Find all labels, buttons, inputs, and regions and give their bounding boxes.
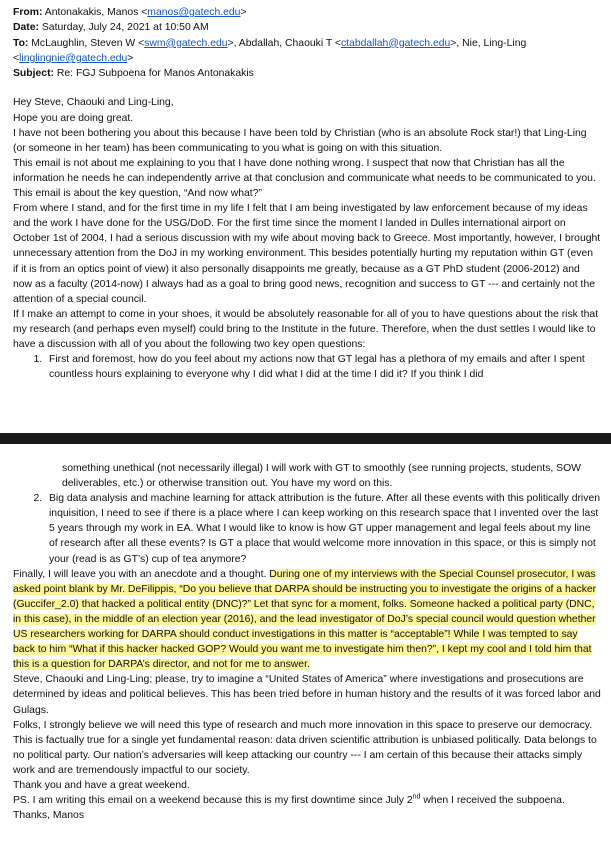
- list-item-1-continued: something unethical (not necessarily illegal) I will work with GT to smoothly (see running projects, students, SOW deliverables, etc.) or otherwise transition out. You have my word on this.: [62, 463, 581, 490]
- email-lower-section: [0, 461, 611, 823]
- subject-line: [13, 66, 601, 81]
- ps-part-2: when I received the subpoena.: [420, 795, 565, 807]
- list-item-2: 2. Big data analysis and machine learning for attack attribution is the future. After all these events with this politically driven inquisition, I need to see if there is a place where I can keep working on this research space that I invented over the last 5 years through my work in EA. What I would like to know is how GT upper management and legal feels about my line of research after all these events? Is GT a place that would welcome more innovation in this space, or this is simply not your (read is as GT’s) cup of tea anymore?: [45, 491, 601, 566]
- highlighted-passage: During one of my interviews with the Special Counsel prosecutor, I was asked point blank by Mr. DeFilippis, “Do you believe that DARPA should be instructing you to investigate the origins of a hacker (Guccifer_2.0) that hacked a political entity (DNC)?” Let that sync for a moment, folks. Someone hacked a political party (DNC, in this case), in the middle of an election year (2016), and the lead investigator of DoJ’s special council would question whether US researchers working for DARPA should conduct investigations in this matter is “acceptable”! While I was tempted to say back to him “What if this hacker hacked GOP? Would you want me to investigate him then?”, I kept my cool and I told him that this is a question for DARPA’s director, and not for me to answer.: [13, 568, 597, 671]
- greeting: Hey Steve, Chaouki and Ling-Ling,: [13, 97, 174, 109]
- to-name-3: >, Nie, Ling-Ling: [450, 37, 527, 49]
- paragraph-1: Hope you are doing great.: [13, 112, 134, 124]
- page-divider: [0, 433, 611, 444]
- list-item-1: 1. First and foremost, how do you feel about my actions now that GT legal has a plethora of my emails and after I spent countless hours explaining to everyone why I did what I did at the time I did it? If you think I did: [45, 352, 601, 382]
- paragraph-5: From where I stand, and for the first time in my life I felt that I am being investigated by law enforcement because of my ideas and the work I have done for the USG/DoD. For the first time since the moment I landed in Dulles international airport on October 1st of 2004, I had a serious discussion with my wife about moving back to Greece. Most importantly, however, I brought unnecessary attention from the DoJ in my working environment. This besides potentially hurting my reputation within GT (even if it is from an optics point of view) it also personally disappoints me greatly, because as a GT PhD student (2006-2012) and now as a faculty (2014-now) I always had as a goal to bring good news, recognition and success to GT --- and certainly not the attention of a special council.: [13, 203, 601, 305]
- subject-label: Subject:: [13, 68, 54, 80]
- postscript: [13, 793, 601, 808]
- questions-list: [13, 352, 601, 382]
- from-line: [13, 5, 601, 20]
- date-value: Saturday, July 24, 2021 at 10:50 AM: [41, 22, 209, 34]
- to-name-2: >, Abdallah, Chaouki T <: [227, 37, 341, 49]
- from-email-link[interactable]: manos@gatech.edu: [147, 7, 241, 18]
- to-email-link-2[interactable]: ctabdallah@gatech.edu: [340, 37, 451, 49]
- date-label: Date:: [13, 22, 39, 34]
- to-label: To:: [13, 37, 29, 49]
- paragraph-3: This email is not about me explaining to you that I have done nothing wrong. I suspect that now that Christian has all the information he needs he can independently arrive at that conclusion and communicate what needs to be communicated to you.: [13, 157, 596, 184]
- questions-list-continued: [13, 491, 601, 566]
- paragraph-6: If I make an attempt to come in your shoes, it would be absolutely reasonable for all of you to have questions about the risk that my research (and perhaps even myself) could bring to the Institute in the future. Therefore, when the dust settles I would like to have a discussion with all of you about the following two key open questions:: [13, 308, 599, 350]
- to-open: <: [13, 52, 20, 64]
- from-name: Antonakakis, Manos <: [44, 7, 148, 18]
- email-upper-section: [0, 5, 611, 382]
- to-end: >: [127, 52, 134, 64]
- from-label: From:: [13, 7, 43, 18]
- ps-superscript: nd: [412, 793, 421, 801]
- to-line: [13, 36, 601, 67]
- subject-value: Re: FGJ Subpoena for Manos Antonakakis: [56, 68, 254, 80]
- spacer: [13, 81, 601, 95]
- paragraph-8: Steve, Chaouki and Ling-Ling; please, try to imagine a “United States of America” where investigations and prosecutions are determined by ideas and political believes. This has been tried before in human history and the results of it was forced labor and Gulags.: [13, 674, 601, 716]
- ps-part-1: PS. I am writing this email on a weekend because this is my first downtime since July 2: [13, 795, 413, 807]
- to-email-link-3[interactable]: linglingnie@gatech.edu: [19, 52, 128, 64]
- to-name-1: McLaughlin, Steven W <: [31, 37, 145, 49]
- to-email-link-1[interactable]: swm@gatech.edu: [144, 37, 228, 49]
- paragraph-9: Folks, I strongly believe we will need this type of research and much more innovation in this space to preserve our democracy. This is factually true for a single yet fundamental reason: data driven scientific attribution is unbiased politically. Data belongs to no political party. Our nation’s adversaries will keep attacking our country --- I am certain of this because their attacks simply work and are tremendously impactful to our society.: [13, 719, 597, 776]
- paragraph-4: This email is about the key question, “And now what?”: [13, 188, 262, 200]
- paragraph-7-plain: Finally, I will leave you with an anecdote and a thought.: [13, 568, 270, 580]
- paragraph-2: I have not been bothering you about this because I have been told by Christian (who is an absolute Rock star!) that Ling-Ling (or someone in her team) has been communicating to you what is going on with this situation.: [13, 127, 587, 154]
- date-line: [13, 20, 601, 35]
- signoff: Thanks, Manos: [13, 810, 85, 822]
- email-header: [13, 5, 601, 81]
- paragraph-7: [13, 567, 601, 673]
- from-end: >: [240, 7, 247, 18]
- paragraph-10: Thank you and have a great weekend.: [13, 779, 190, 791]
